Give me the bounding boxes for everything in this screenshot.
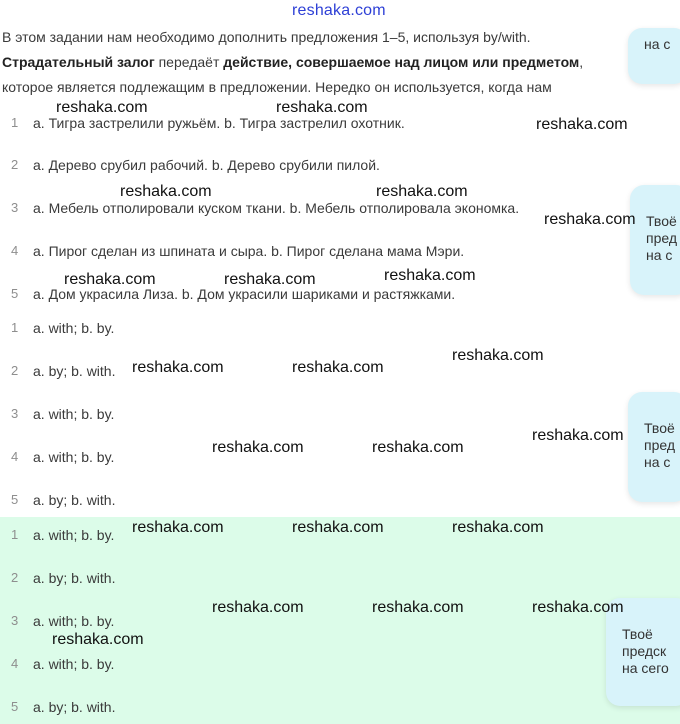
chat-bubble[interactable]	[628, 28, 680, 84]
task-number: 1	[11, 115, 19, 130]
watermark: reshaka.com	[120, 183, 212, 200]
watermark: reshaka.com	[56, 99, 148, 116]
chat-bubble-text: предск	[622, 643, 667, 659]
chat-bubble[interactable]	[628, 392, 680, 502]
chat-bubble-text: на с	[644, 454, 671, 470]
term-action: действие, совершаемое над лицом или предметом	[223, 54, 580, 70]
watermark: reshaka.com	[64, 271, 156, 288]
answer-number: 1	[11, 320, 19, 335]
answer-text: a. by; b. with.	[33, 570, 116, 586]
watermark: reshaka.com	[212, 599, 304, 616]
watermark: reshaka.com	[532, 599, 624, 616]
chat-bubble[interactable]	[630, 185, 680, 295]
watermark: reshaka.com	[376, 183, 468, 200]
watermark: reshaka.com	[132, 359, 224, 376]
answer-text: a. with; b. by.	[33, 656, 115, 672]
chat-bubble-text: Твоё	[644, 420, 675, 436]
chat-bubble-text: пред	[644, 437, 676, 453]
answer-text: a. with; b. by.	[33, 449, 115, 465]
task-number: 2	[11, 157, 19, 172]
answer-text: a. with; b. by.	[33, 406, 115, 422]
task-text: a. Пирог сделан из шпината и сыра. b. Пирог сделана мама Мэри.	[33, 243, 465, 259]
term-passive: Страдательный залог	[2, 54, 155, 70]
task-text: a. Дерево срубил рабочий. b. Дерево срубили пилой.	[33, 157, 380, 173]
watermark: reshaka.com	[224, 271, 316, 288]
chat-bubble-text: Твоё	[646, 213, 677, 229]
intro-line-2	[2, 54, 583, 70]
answer-number: 4	[11, 656, 19, 671]
answer-text: a. with; b. by.	[33, 320, 115, 336]
chat-bubble-text: на с	[644, 36, 671, 52]
watermark: reshaka.com	[452, 519, 544, 536]
intro-line-3: которое является подлежащим в предложении. Нередко он используется, когда нам	[2, 79, 552, 95]
watermark: reshaka.com	[372, 439, 464, 456]
answer-text: a. by; b. with.	[33, 699, 116, 715]
task-text: a. Тигра застрелили ружьём. b. Тигра застрелил охотник.	[33, 115, 405, 131]
intro-line-2-mid: передаёт	[154, 54, 224, 70]
watermark: reshaka.com	[276, 99, 368, 116]
watermark: reshaka.com	[292, 519, 384, 536]
answer-number: 5	[11, 699, 19, 714]
watermark: reshaka.com	[536, 116, 628, 133]
watermark: reshaka.com	[52, 631, 144, 648]
task-number: 3	[11, 200, 19, 215]
answer-number: 3	[11, 613, 19, 628]
task-text: a. Дом украсила Лиза. b. Дом украсили шариками и растяжками.	[33, 286, 456, 302]
site-logo[interactable]: reshaka.com	[292, 2, 386, 19]
answer-number: 1	[11, 527, 19, 542]
intro-line-2-end: ,	[579, 54, 584, 70]
task-number: 5	[11, 286, 19, 301]
watermark: reshaka.com	[372, 599, 464, 616]
watermark: reshaka.com	[384, 267, 476, 284]
answer-number: 4	[11, 449, 19, 464]
watermark: reshaka.com	[132, 519, 224, 536]
answer-number: 2	[11, 570, 19, 585]
answer-text: a. with; b. by.	[33, 613, 115, 629]
answer-text: a. with; b. by.	[33, 527, 115, 543]
chat-bubble-text: на с	[646, 247, 673, 263]
answer-number: 3	[11, 406, 19, 421]
answer-text: a. by; b. with.	[33, 363, 116, 379]
intro-line-1: В этом задании нам необходимо дополнить предложения 1–5, используя by/with.	[2, 29, 531, 45]
task-text: a. Мебель отполировали куском ткани. b. Мебель отполировала экономка.	[33, 200, 520, 216]
watermark: reshaka.com	[532, 427, 624, 444]
watermark: reshaka.com	[544, 211, 636, 228]
answer-number: 5	[11, 492, 19, 507]
watermark: reshaka.com	[292, 359, 384, 376]
chat-bubble-text: на сего	[622, 660, 669, 676]
watermark: reshaka.com	[212, 439, 304, 456]
answer-number: 2	[11, 363, 19, 378]
chat-bubble-text: Твоё	[622, 626, 653, 642]
watermark: reshaka.com	[452, 347, 544, 364]
task-number: 4	[11, 243, 19, 258]
answer-text: a. by; b. with.	[33, 492, 116, 508]
chat-bubble-text: пред	[646, 230, 678, 246]
